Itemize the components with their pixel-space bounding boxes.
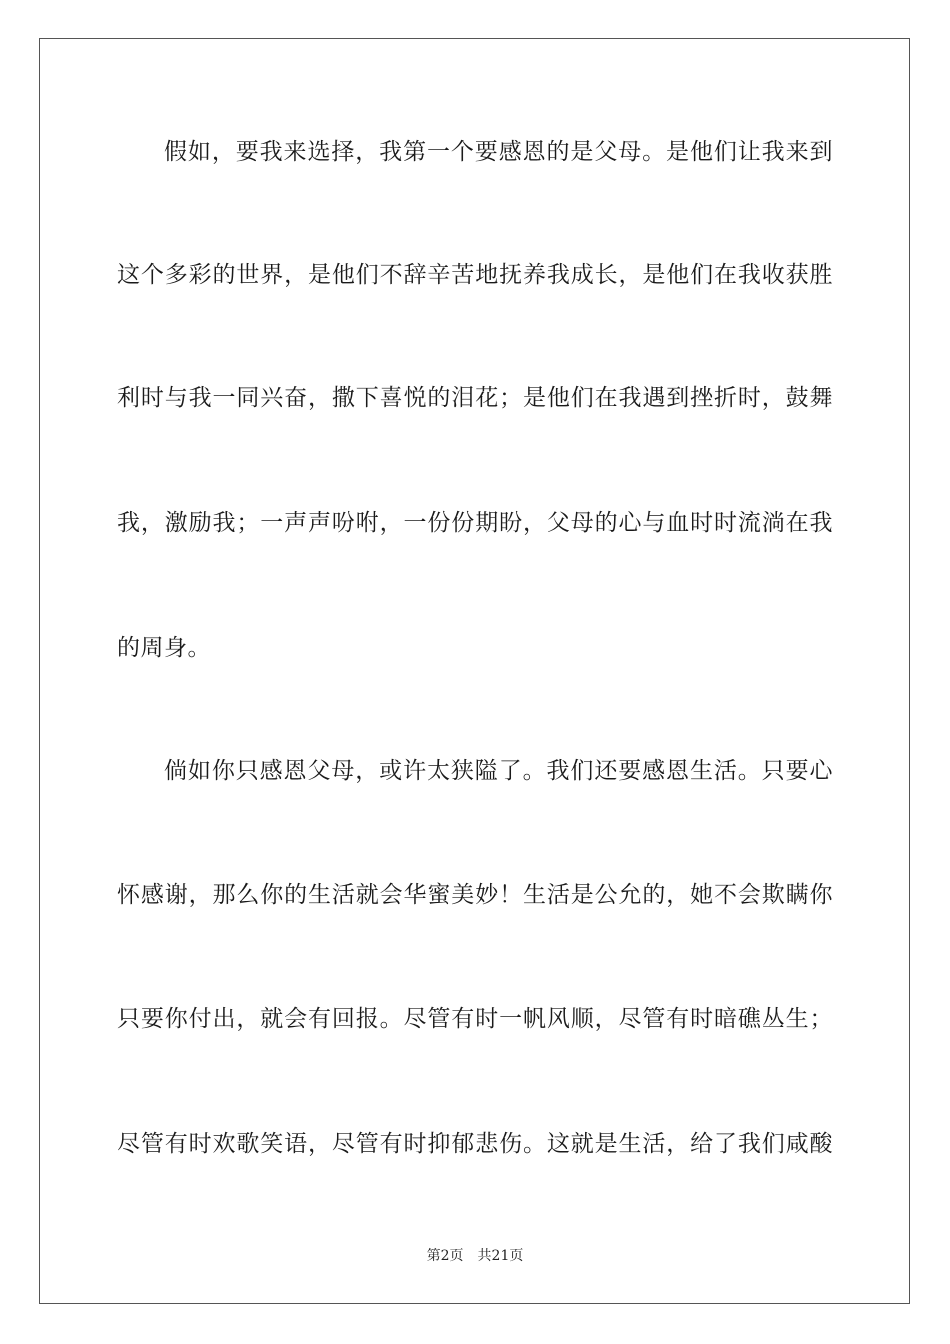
page-total: 共21页 — [477, 1248, 524, 1264]
paragraph-1-line-1: 假如，要我来选择，我第一个要感恩的是父母。是他们让我来到 — [164, 139, 833, 165]
paragraph-2-line-2: 怀感谢，那么你的生活就会华蜜美妙！生活是公允的，她不会欺瞒你 — [117, 882, 833, 908]
paragraph-1-line-3: 利时与我一同兴奋，撒下喜悦的泪花；是他们在我遇到挫折时，鼓舞 — [117, 385, 833, 411]
paragraph-2-line-1: 倘如你只感恩父母，或许太狭隘了。我们还要感恩生活。只要心 — [164, 758, 833, 784]
paragraph-1-line-4: 我，激励我；一声声吩咐，一份份期盼，父母的心与血时时流淌在我 — [117, 510, 833, 536]
page-footer — [0, 1247, 950, 1265]
paragraph-1-line-5: 的周身。 — [117, 635, 211, 661]
paragraph-1-line-2: 这个多彩的世界，是他们不辞辛苦地抚养我成长，是他们在我收获胜 — [117, 262, 833, 288]
paragraph-2-line-3: 只要你付出，就会有回报。尽管有时一帆风顺，尽管有时暗礁丛生； — [117, 1006, 833, 1032]
page-number: 第2页 — [426, 1248, 464, 1264]
page-border — [39, 38, 910, 1304]
paragraph-2-line-4: 尽管有时欢歌笑语，尽管有时抑郁悲伤。这就是生活，给了我们咸酸 — [117, 1131, 833, 1157]
